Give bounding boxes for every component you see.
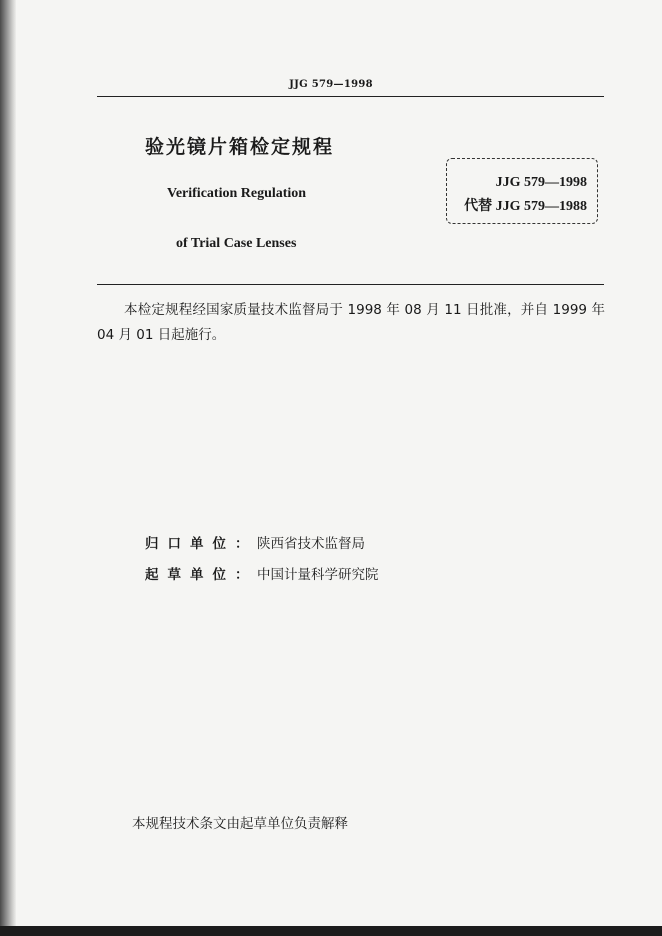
approval-statement: 本检定规程经国家质量技术监督局于 1998 年 08 月 11 日批准，并自 1999 年 04 月 01 日起施行。: [97, 302, 605, 343]
standard-code-current: JJG 579—1998: [495, 175, 587, 190]
unit-value: 陕西省技术监督局: [257, 536, 365, 552]
scan-shadow-bottom: [0, 926, 662, 936]
standard-code-box: [446, 158, 598, 224]
title-english-line-2: of Trial Case Lenses: [176, 236, 297, 251]
running-header-code: JJG 579—1998: [289, 79, 373, 90]
unit-value: 中国计量科学研究院: [257, 567, 379, 583]
unit-row-drafting: [145, 563, 379, 583]
title-chinese: 验光镜片箱检定规程: [145, 136, 335, 158]
interpretation-note: 本规程技术条文由起草单位负责解释: [132, 816, 348, 832]
section-rule: [97, 284, 604, 285]
scan-shadow-left: [0, 0, 16, 936]
header-rule: [97, 96, 604, 97]
unit-label: 起草单位：: [145, 567, 258, 583]
unit-row-centralized: [145, 532, 365, 552]
standard-code-replaces: 代替 JJG 579—1988: [464, 199, 587, 214]
title-english-line-1: Verification Regulation: [167, 186, 307, 201]
unit-label: 归口单位：: [145, 536, 258, 552]
